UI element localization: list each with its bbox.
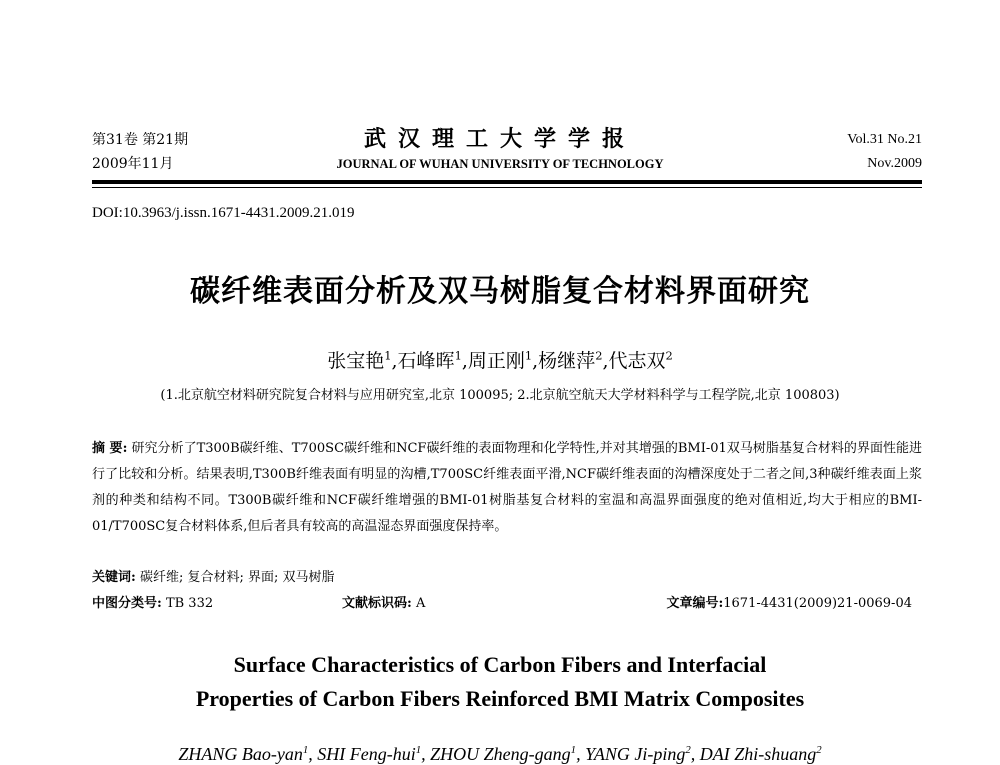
author-cn: 石峰晖$^1$ xyxy=(397,348,462,372)
journal-name xyxy=(300,126,700,174)
author-cn: 代志双$^2$ xyxy=(608,348,673,372)
journal-name-cn: 武汉理工大学学报 xyxy=(363,126,636,152)
author-en: ZHOU Zheng-gang$^1$ xyxy=(430,744,577,764)
abstract-cn xyxy=(92,436,922,540)
author-cn: 杨继萍$^2$ xyxy=(538,348,603,372)
journal-name-en: JOURNAL OF WUHAN UNIVERSITY OF TECHNOLOGY xyxy=(336,157,664,171)
date-en: Nov.2009 xyxy=(867,156,922,171)
abstract-label: 摘 要: xyxy=(92,441,128,456)
authors-en: ZHANG Bao-yan$^1$, SHI Feng-hui$^1$, ZHOU Zheng-gang$^1$, YANG Ji-ping$^2$, DAI Zhi-shuang$^2$ xyxy=(178,744,822,764)
author-en: ZHANG Bao-yan$^1$ xyxy=(178,744,309,764)
clc-number: 中图分类号: TB 332 xyxy=(92,596,214,611)
abstract-text: 研究分析了T300B碳纤维、T700SC碳纤维和NCF碳纤维的表面物理和化学特性,并对其增强的BMI-01双马树脂基复合材料的界面性能进行了比较和分析。结果表明,T300B纤维表面有明显的沟槽,T700SC纤维表面平滑,NCF碳纤维表面的沟槽深度处于二者之间,3种碳纤维表面上浆剂的种类和结构不同。T300B碳纤维和NCF碳纤维增强的BMI-01树脂基复合材料的室温和高温界面强度的绝对值相近,均大于相应的BMI-01/T700SC复合材料体系,但后者具有较高的高温湿态界面强度保持率。 xyxy=(92,441,922,534)
volume-issue-en: Vol.31 No.21 xyxy=(847,132,922,147)
author-en: DAI Zhi-shuang$^2$ xyxy=(699,744,822,764)
header-rule-thick xyxy=(92,180,922,184)
title-en-line: Properties of Carbon Fibers Reinforced BMI Matrix Composites xyxy=(195,686,805,711)
title-en-line: Surface Characteristics of Carbon Fibers and Interfacial xyxy=(233,652,767,677)
article-number: 文章编号:1671-4431(2009)21-0069-04 xyxy=(666,596,912,611)
keywords-label: 关键词: xyxy=(92,570,136,585)
paper-title-cn: 碳纤维表面分析及双马树脂复合材料界面研究 xyxy=(190,274,810,309)
paper-title-en xyxy=(60,648,940,716)
keywords xyxy=(92,566,335,585)
date-cn: 2009年11月 xyxy=(92,156,174,172)
author-cn: 张宝艳$^1$ xyxy=(327,348,392,372)
header-rule-thin xyxy=(92,187,922,188)
document-code: 文献标识码: A xyxy=(342,596,426,611)
keywords-text: 碳纤维; 复合材料; 界面; 双马树脂 xyxy=(139,570,335,585)
volume-issue-cn: 第31卷 第21期 xyxy=(92,132,189,148)
doi: DOI:10.3963/j.issn.1671-4431.2009.21.019 xyxy=(92,205,355,221)
author-cn: 周正刚$^1$ xyxy=(467,348,533,372)
authors-cn: 张宝艳$^1$,石峰晖$^1$,周正刚$^1$,杨继萍$^2$,代志双$^2$ xyxy=(327,348,673,372)
journal-volume-info xyxy=(847,128,922,176)
author-en: YANG Ji-ping$^2$ xyxy=(585,744,691,764)
affiliation-cn: (1.北京航空材料研究院复合材料与应用研究室,北京 100095; 2.北京航空航天大学材料科学与工程学院,北京 100803) xyxy=(160,388,840,403)
journal-issue-info xyxy=(92,128,188,176)
author-en: SHI Feng-hui$^1$ xyxy=(317,744,422,764)
